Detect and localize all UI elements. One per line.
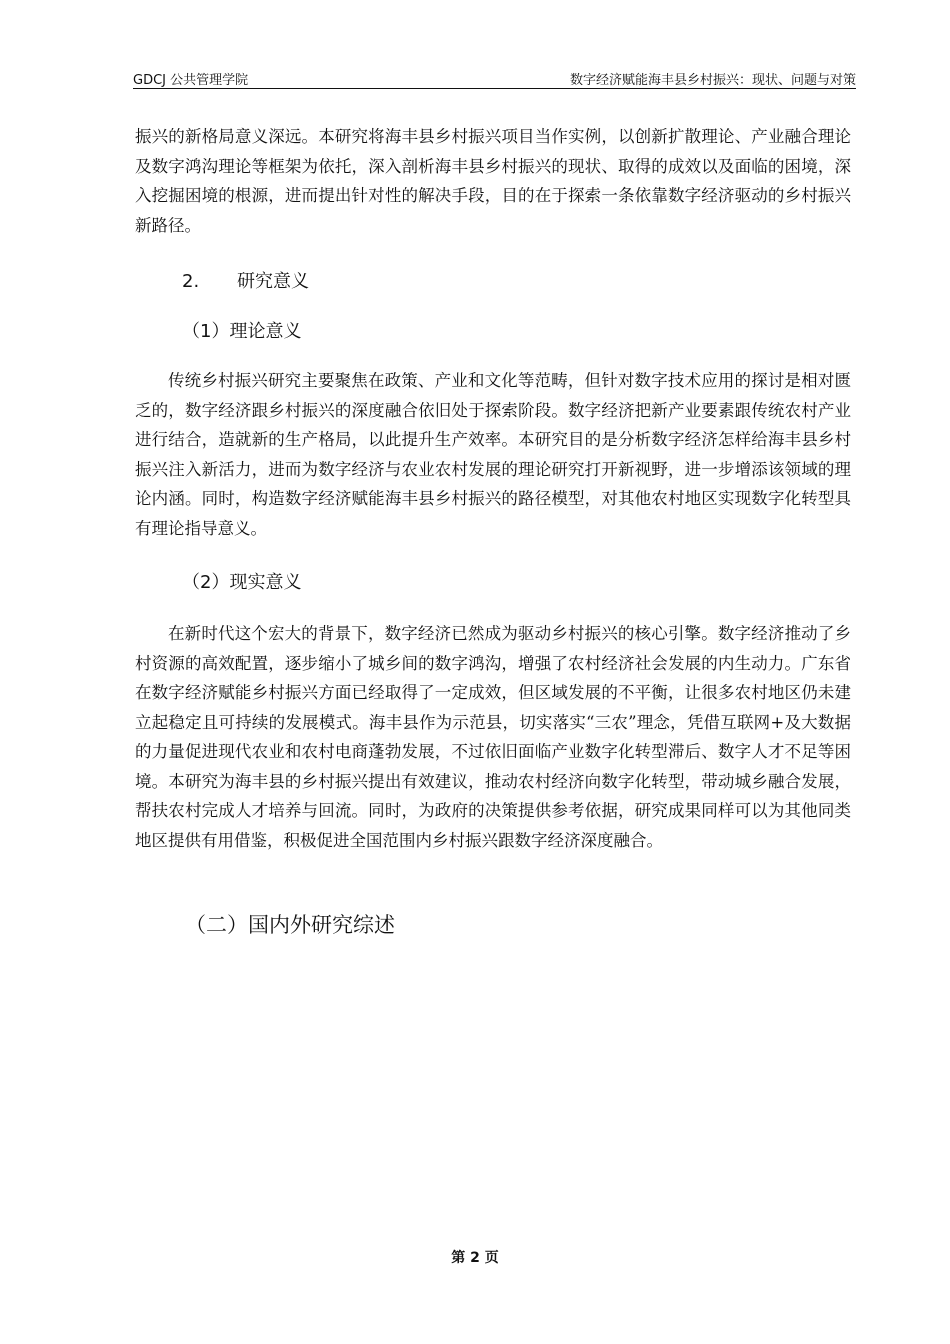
section-heading-literature-review: （二）国内外研究综述: [185, 913, 395, 937]
header-document-title: 数字经济赋能海丰县乡村振兴：现状、问题与对策: [569, 73, 856, 88]
subheading-practice: （2）现实意义: [182, 572, 302, 593]
page-number: 第 2 页: [451, 1250, 499, 1266]
header-institution: GDCJ 公共管理学院: [133, 73, 249, 88]
section-title: 研究意义: [237, 271, 309, 292]
subheading-theory: （1）理论意义: [182, 321, 302, 342]
section-heading-research-significance: [135, 266, 851, 298]
theory-paragraph: 传统乡村振兴研究主要聚焦在政策、产业和文化等范畴，但针对数字技术应用的探讨是相对匮乏的，数字经济跟乡村振兴的深度融合依旧处于探索阶段。数字经济把新产业要素跟传统农村产业进行结合，造就新的生产格局，以此提升生产效率。本研究目的是分析数字经济怎样给海丰县乡村振兴注入新活力，进而为数字经济与农业农村发展的理论研究打开新视野，进一步增添该领域的理论内涵。同时，构造数字经济赋能海丰县乡村振兴的路径模型，对其他农村地区实现数字化转型具有理论指导意义。: [135, 371, 851, 538]
page-header: [133, 66, 856, 89]
page-content: [135, 122, 851, 943]
section-number: 2.: [182, 271, 200, 292]
practice-paragraph: 在新时代这个宏大的背景下，数字经济已然成为驱动乡村振兴的核心引擎。数字经济推动了乡村资源的高效配置，逐步缩小了城乡间的数字鸿沟，增强了农村经济社会发展的内生动力。广东省在数字经济赋能乡村振兴方面已经取得了一定成效，但区域发展的不平衡，让很多农村地区仍未建立起稳定且可持续的发展模式。海丰县作为示范县，切实落实“三农”理念，凭借互联网+及大数据的力量促进现代农业和农村电商蓬勃发展，不过依旧面临产业数字化转型滞后、数字人才不足等困境。本研究为海丰县的乡村振兴提出有效建议，推动农村经济向数字化转型，带动城乡融合发展，帮扶农村完成人才培养与回流。同时，为政府的决策提供参考依据，研究成果同样可以为其他同类地区提供有用借鉴，积极促进全国范围内乡村振兴跟数字经济深度融合。: [135, 624, 851, 850]
intro-paragraph: 振兴的新格局意义深远。本研究将海丰县乡村振兴项目当作实例，以创新扩散理论、产业融合理论及数字鸿沟理论等框架为依托，深入剖析海丰县乡村振兴的现状、取得的成效以及面临的困境，深入挖掘困境的根源，进而提出针对性的解决手段，目的在于探索一条依靠数字经济驱动的乡村振兴新路径。: [135, 127, 851, 235]
